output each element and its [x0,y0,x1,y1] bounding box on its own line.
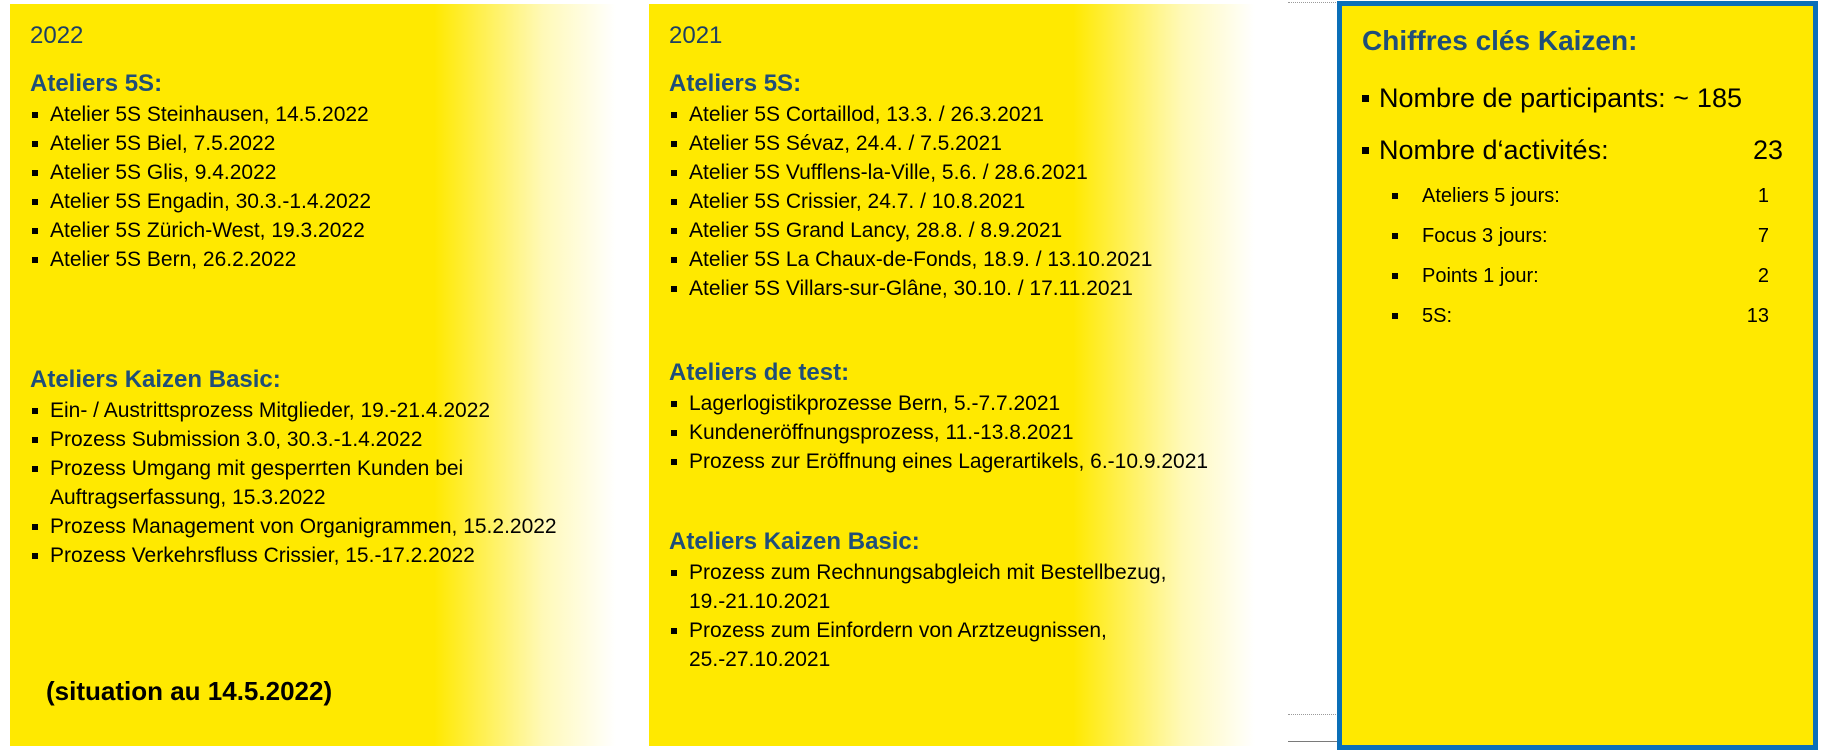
panel-2022 [10,4,616,746]
kpi-sub-row [1392,222,1793,250]
kpi-sub-row [1392,182,1793,210]
list-item: Atelier 5S Grand Lancy, 28.8. / 8.9.2021 [669,216,1235,245]
list-item: Lagerlogistikprozesse Bern, 5.-7.7.2021 [669,389,1235,418]
bullet-icon [1392,233,1398,239]
list-item: Prozess Management von Organigrammen, 15.2.2022 [30,512,596,541]
list-item: Atelier 5S Steinhausen, 14.5.2022 [30,100,596,129]
list-item: Atelier 5S Sévaz, 24.4. / 7.5.2021 [669,129,1235,158]
bullet-icon [1362,147,1369,154]
list-item: Atelier 5S Glis, 9.4.2022 [30,158,596,187]
list-item: Atelier 5S Zürich-West, 19.3.2022 [30,216,596,245]
kpi-sub-row [1392,262,1793,290]
section-title-5s: Ateliers 5S: [30,70,163,97]
list-kaizen-basic-2022 [30,396,596,570]
list-item: Prozess zum Rechnungsabgleich mit Bestellbezug, 19.-21.10.2021 [669,558,1235,616]
kpi-activities-label: Nombre d‘activités: [1379,135,1609,165]
bullet-icon [1392,313,1398,319]
list-item: Kundeneröffnungsprozess, 11.-13.8.2021 [669,418,1235,447]
list-item: Atelier 5S Villars-sur-Glâne, 30.10. / 17.11.2021 [669,274,1235,303]
kpi-sub-label: Focus 3 jours: [1422,225,1548,247]
list-item: Ein- / Austrittsprozess Mitglieder, 19.-21.4.2022 [30,396,596,425]
list-item: Atelier 5S Bern, 26.2.2022 [30,245,596,274]
list-test-2021 [669,389,1235,476]
section-title-kaizen-basic: Ateliers Kaizen Basic: [30,366,281,393]
kpi-sub-value: 1 [1757,185,1769,207]
kpi-participants-value: 185 [1696,83,1742,113]
list-item: Prozess Submission 3.0, 30.3.-1.4.2022 [30,425,596,454]
kpi-sub-label: Points 1 jour: [1422,265,1539,287]
kpi-sub-label: Ateliers 5 jours: [1422,185,1560,207]
list-item: Atelier 5S Crissier, 24.7. / 10.8.2021 [669,187,1235,216]
kpi-activities-value: 23 [1752,135,1783,165]
divider [1288,741,1338,742]
list-item: Atelier 5S La Chaux-de-Fonds, 18.9. / 13.10.2021 [669,245,1235,274]
list-5s-2022 [30,100,596,274]
situation-note: (situation au 14.5.2022) [46,676,333,706]
kpi-activities [1362,130,1793,170]
list-item: Atelier 5S Cortaillod, 13.3. / 26.3.2021 [669,100,1235,129]
list-item: Prozess zur Eröffnung eines Lagerartikels, 6.-10.9.2021 [669,447,1235,476]
year-heading: 2022 [30,22,84,49]
list-kaizen-basic-2021 [669,558,1235,674]
panel-2021 [649,4,1255,746]
list-item: Atelier 5S Vufflens-la-Ville, 5.6. / 28.6.2021 [669,158,1235,187]
list-item: Atelier 5S Biel, 7.5.2022 [30,129,596,158]
list-item: Atelier 5S Engadin, 30.3.-1.4.2022 [30,187,596,216]
section-title-kaizen-basic: Ateliers Kaizen Basic: [669,528,920,555]
divider [1288,2,1338,3]
list-item: Prozess Verkehrsfluss Crissier, 15.-17.2.2022 [30,541,596,570]
divider [1288,714,1338,715]
kpi-sub-value: 7 [1757,225,1769,247]
section-title-5s: Ateliers 5S: [669,70,802,97]
kpi-participants-label: Nombre de participants: ~ [1379,83,1689,113]
bullet-icon [1362,95,1369,102]
list-item: Prozess Umgang mit gesperrten Kunden bei Auftragserfassung, 15.3.2022 [30,454,596,512]
bullet-icon [1392,193,1398,199]
section-title-test: Ateliers de test: [669,359,850,386]
year-heading: 2021 [669,22,723,49]
list-5s-2021 [669,100,1235,303]
bullet-icon [1392,273,1398,279]
kpi-sub-value: 2 [1757,265,1769,287]
list-item: Prozess zum Einfordern von Arztzeugnissen, 25.-27.10.2021 [669,616,1235,674]
kpi-sub-value: 13 [1746,305,1769,327]
kpi-title: Chiffres clés Kaizen: [1362,25,1638,56]
kpi-sub-row [1392,302,1793,330]
kpi-participants [1362,78,1793,118]
kpi-panel[interactable] [1337,1,1818,750]
kpi-sub-label: 5S: [1422,305,1453,327]
